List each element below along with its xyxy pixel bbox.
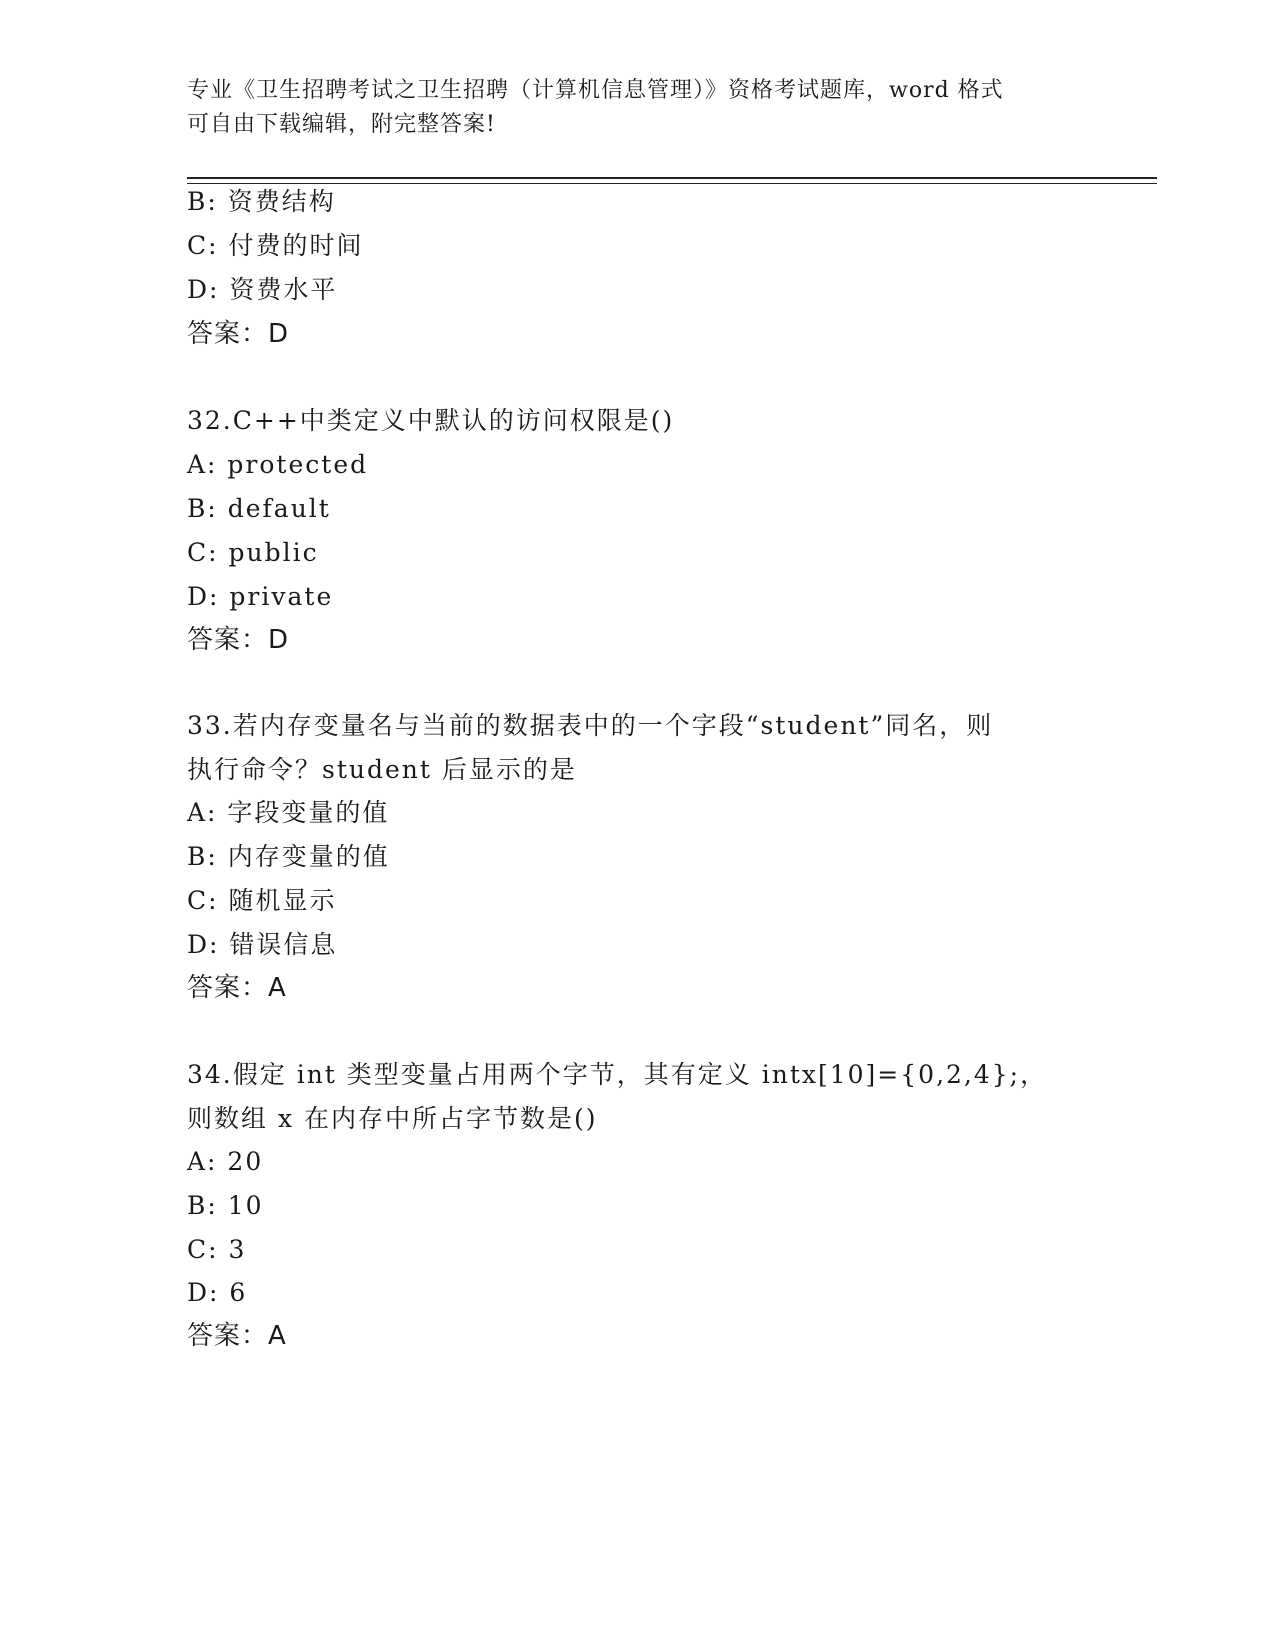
q32-option-c: C: public [187,538,319,567]
q34-option-d: D: 6 [187,1278,248,1307]
header-line-2: 可自由下载编辑，附完整答案! [187,112,496,137]
header-divider-thin [187,183,1157,184]
q34-answer: 答案：A [187,1321,287,1351]
q32-stem: 32.C++中类定义中默认的访问权限是() [187,406,675,435]
q33-option-c: C: 随机显示 [187,886,337,915]
q32-option-b: B: default [187,494,331,523]
header-line-1: 专业《卫生招聘考试之卫生招聘（计算机信息管理）》资格考试题库，word 格式 [187,78,1004,103]
q34-stem-line-1: 34.假定 int 类型变量占用两个字节，其有定义 intx[10]={0,2,4};， [187,1060,1048,1089]
q33-option-b: B: 内存变量的值 [187,842,390,871]
q33-answer: 答案：A [187,973,287,1003]
q31-option-d: D: 资费水平 [187,275,338,304]
q31-answer: 答案：D [187,319,290,349]
q34-option-b: B: 10 [187,1191,264,1220]
q32-answer: 答案：D [187,625,290,655]
q31-option-b: B: 资费结构 [187,187,336,216]
q34-stem-line-2: 则数组 x 在内存中所占字节数是() [187,1104,598,1133]
q34-option-a: A: 20 [187,1147,264,1176]
q31-option-c: C: 付费的时间 [187,231,364,260]
q33-stem-line-1: 33.若内存变量名与当前的数据表中的一个字段“student”同名，则 [187,711,994,740]
q33-option-a: A: 字段变量的值 [187,798,390,827]
document-header [187,74,1067,142]
q33-stem-line-2: 执行命令？student 后显示的是 [187,755,577,784]
header-divider-thick [187,177,1157,179]
q34-option-c: C: 3 [187,1235,247,1264]
q32-option-a: A: protected [187,450,369,479]
q32-option-d: D: private [187,582,334,611]
q33-option-d: D: 错误信息 [187,930,338,959]
